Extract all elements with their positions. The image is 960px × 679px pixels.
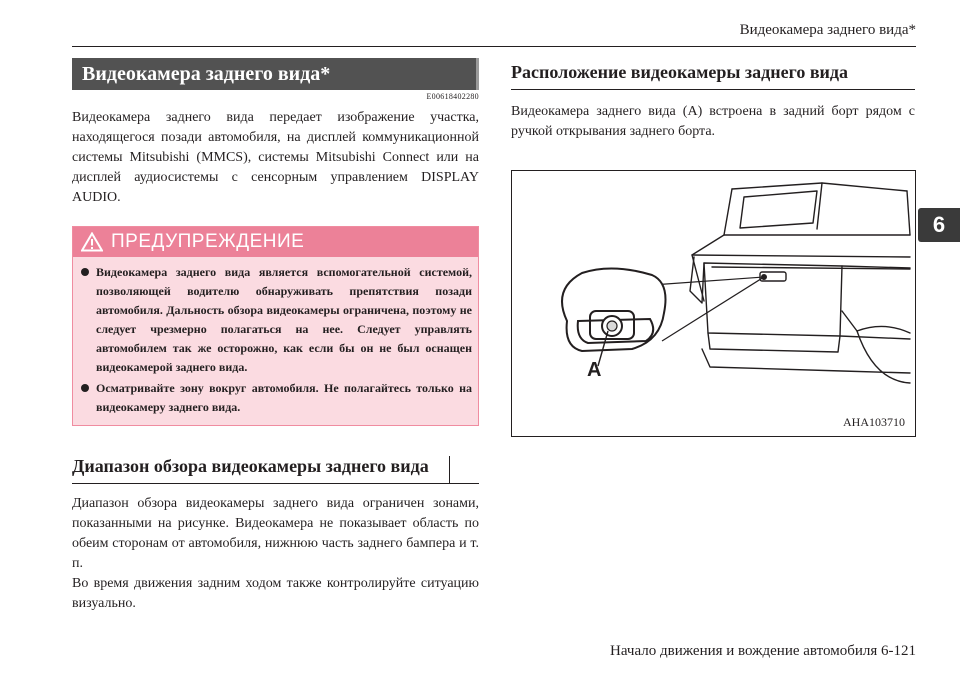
running-header: Видеокамера заднего вида* [739,22,916,38]
range-paragraph: Диапазон обзора видеокамеры заднего вида ограничен зонами, показанными на рисунке. Видеокамера не показывает область по обеим сторонам от автомобиля, нижнюю часть заднего бампера и т. п. [72,496,479,571]
figure-code: AHA103710 [843,415,905,429]
bullet-icon [81,379,91,417]
location-paragraph: Видеокамера заднего вида (A) встроена в задний борт рядом с ручкой открывания заднего борта. [511,104,915,139]
range-section-title: Диапазон обзора видеокамеры заднего вида [72,456,450,483]
warning-body [73,257,478,425]
callout-label-a: A [587,359,602,381]
range-title-rule [72,483,479,484]
intro-paragraph: Видеокамера заднего вида передает изображение участка, находящегося позади автомобиля, на дисплей коммуникационной системы Mitsubishi (MMCS), системы Mitsubishi Connect или на дисплей аудиосистемы с сенсорным управлением DISPLAY AUDIO. [72,110,479,205]
header-rule [72,46,916,47]
pickup-tailgate-illustration [512,171,915,436]
warning-item-text: Осматривайте зону вокруг автомобиля. Не полагайтесь только на видеокамеру заднего вида. [96,381,472,414]
camera-location-figure [511,170,916,437]
warning-item-text: Видеокамера заднего вида является вспомогательной системой, позволяющей водителю обнаруживать препятствия позади автомобиля. Дальность обзора видеокамеры ограничена, поэтому не следует чрезмерно полагаться на нее. Следует управлять автомобилем так же осторожно, как если бы он не был оснащен видеокамерой заднего вида. [96,265,472,374]
document-code: E00618402280 [426,92,479,101]
warning-triangle-icon [81,232,103,252]
bullet-icon [81,263,91,377]
chapter-tab[interactable]: 6 [918,208,960,242]
range-paragraph-2: Во время движения задним ходом также контролируйте ситуацию визуально. [72,576,479,611]
warning-item [81,263,472,377]
warning-header [73,227,478,257]
warning-item [81,379,472,417]
left-column [72,58,479,614]
warning-label: ПРЕДУПРЕЖДЕНИЕ [111,231,305,252]
warning-box [72,226,479,426]
right-column [511,58,915,437]
section-title: Видеокамера заднего вида* [72,58,479,90]
location-section-title: Расположение видеокамеры заднего вида [511,62,915,90]
page-footer: Начало движения и вождение автомобиля 6-121 [610,643,916,659]
